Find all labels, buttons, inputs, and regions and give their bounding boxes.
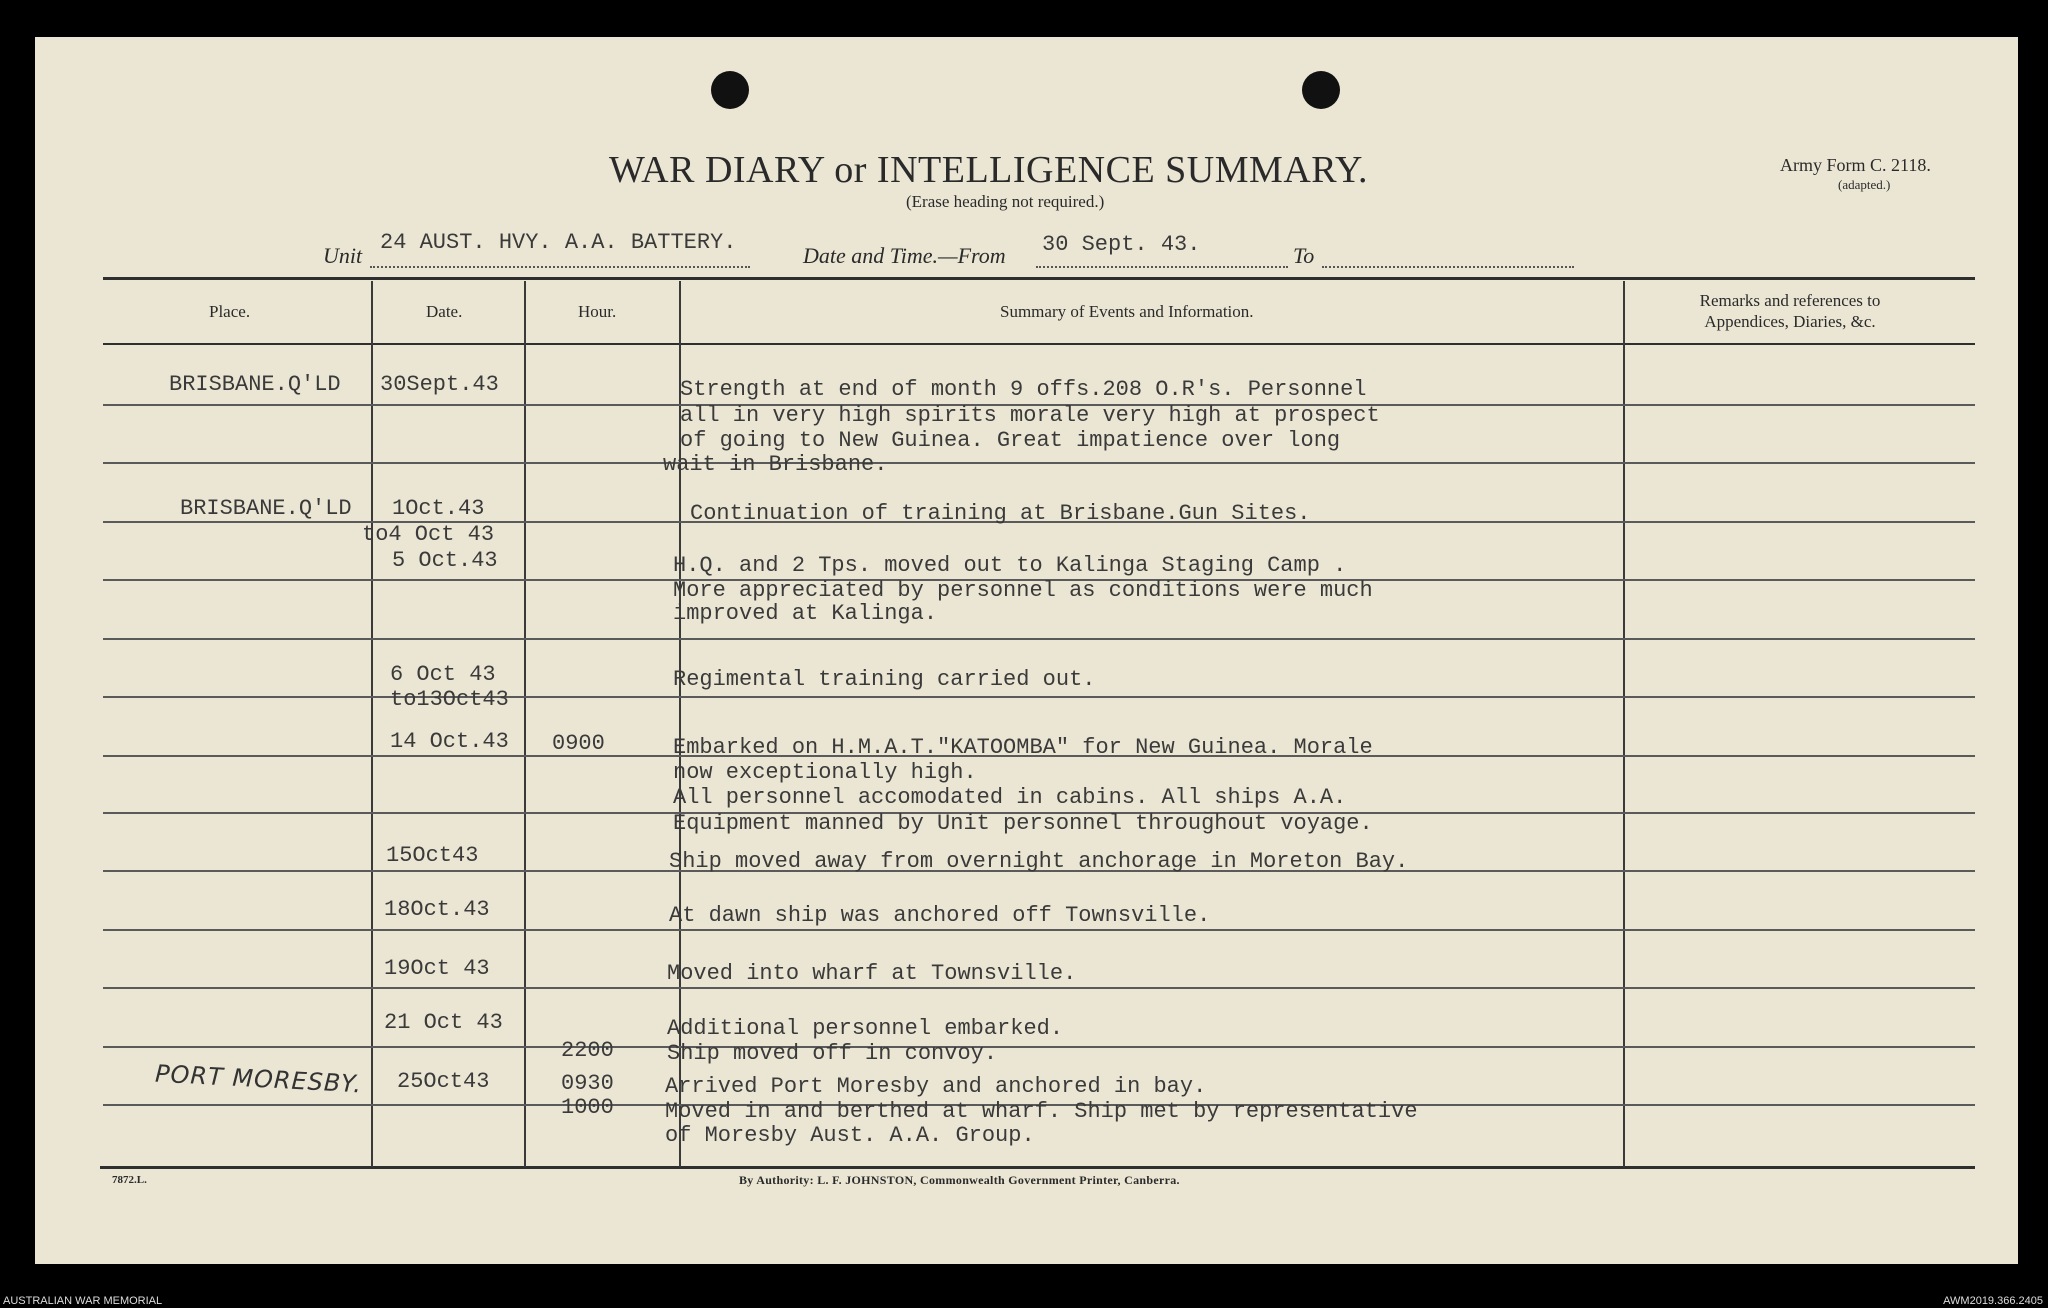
remarks-header-line-1: Remarks and references to xyxy=(1699,291,1881,310)
column-header-hour: Hour. xyxy=(578,302,617,321)
entry-summary-line: Moved into wharf at Townsville. xyxy=(667,961,1077,986)
column-divider-summary xyxy=(1623,281,1625,1167)
entry-date: 30Sept.43 xyxy=(380,372,499,397)
adapted-label: (adapted.) xyxy=(1838,177,1891,192)
form-number: 7872.L. xyxy=(112,1174,147,1186)
page-title: WAR DIARY or INTELLIGENCE SUMMARY. xyxy=(609,149,1369,191)
entry-place: BRISBANE.Q'LD xyxy=(169,372,341,397)
entry-hour: 1000 xyxy=(561,1095,614,1120)
entry-date: 18Oct.43 xyxy=(384,897,490,922)
archive-credit-right: AWM2019.366.2405 xyxy=(1943,1295,2043,1307)
entry-date-end: to13Oct43 xyxy=(390,687,509,712)
column-header-remarks xyxy=(1660,290,1920,332)
entry-summary-line: Equipment manned by Unit personnel throughout voyage. xyxy=(673,811,1373,836)
entry-summary-line: Regimental training carried out. xyxy=(673,667,1096,692)
from-dotted-line xyxy=(1036,266,1288,268)
entry-summary-line: of Moresby Aust. A.A. Group. xyxy=(665,1123,1035,1148)
entry-summary-line: At dawn ship was anchored off Townsville. xyxy=(669,903,1211,928)
ruled-line xyxy=(103,987,1975,989)
entry-summary-line: wait in Brisbane. xyxy=(663,452,888,477)
archive-credit-strip xyxy=(0,1292,2048,1308)
entry-hour: 2200 xyxy=(561,1038,614,1063)
entry-summary-line: Continuation of training at Brisbane.Gun Sites. xyxy=(690,501,1311,526)
ruled-line xyxy=(103,1046,1975,1048)
column-header-place: Place. xyxy=(209,302,251,321)
ruled-line xyxy=(103,929,1975,931)
table-top-border xyxy=(103,277,1975,280)
to-dotted-line xyxy=(1322,266,1574,268)
to-label: To xyxy=(1293,243,1315,268)
entry-hour: 0900 xyxy=(552,731,605,756)
archive-credit-left: AUSTRALIAN WAR MEMORIAL xyxy=(3,1295,163,1307)
unit-label: Unit xyxy=(323,243,363,268)
date-time-label: Date and Time.—From xyxy=(803,243,1006,268)
column-divider-place xyxy=(371,281,373,1167)
entry-hour: 0930 xyxy=(561,1071,614,1096)
punch-hole-right xyxy=(1302,71,1340,109)
entry-summary-line: Ship moved off in convoy. xyxy=(667,1041,998,1066)
entry-date: 6 Oct 43 xyxy=(390,662,496,687)
entry-date: 1Oct.43 xyxy=(392,496,485,521)
entry-place: BRISBANE.Q'LD xyxy=(180,496,352,521)
entry-summary-line: Embarked on H.M.A.T."KATOOMBA" for New Guinea. Morale xyxy=(673,735,1373,760)
entry-summary-line: improved at Kalinga. xyxy=(673,601,938,626)
entry-summary-line: More appreciated by personnel as conditions were much xyxy=(673,578,1373,603)
army-form-label: Army Form C. 2118. xyxy=(1780,155,1931,175)
entry-summary-line: now exceptionally high. xyxy=(673,760,977,785)
unit-value: 24 AUST. HVY. A.A. BATTERY. xyxy=(380,230,737,255)
from-value: 30 Sept. 43. xyxy=(1042,232,1201,257)
entry-date: 21 Oct 43 xyxy=(384,1010,503,1035)
remarks-header-line-2: Appendices, Diaries, &c. xyxy=(1704,312,1876,331)
entry-date: 15Oct43 xyxy=(386,843,479,868)
entry-date: 19Oct 43 xyxy=(384,956,490,981)
entry-summary-line: Moved in and berthed at wharf. Ship met by representative xyxy=(665,1099,1418,1124)
entry-date: 14 Oct.43 xyxy=(390,729,509,754)
ruled-line xyxy=(103,696,1975,698)
column-header-summary: Summary of Events and Information. xyxy=(1000,302,1254,321)
entry-summary-line: Arrived Port Moresby and anchored in bay. xyxy=(665,1074,1207,1099)
column-header-date: Date. xyxy=(426,302,463,321)
table-bottom-border xyxy=(100,1166,1975,1169)
punch-hole-left xyxy=(711,71,749,109)
header-bottom-border xyxy=(103,343,1975,345)
erase-note: (Erase heading not required.) xyxy=(906,192,1105,211)
entry-date-end: to4 Oct 43 xyxy=(362,522,495,547)
entry-place-handwritten: PORT MORESBY. xyxy=(154,1059,363,1099)
entry-summary-line: of going to New Guinea. Great impatience over long xyxy=(680,428,1341,453)
entry-summary-line: all in very high spirits morale very high at prospect xyxy=(680,403,1380,428)
unit-dotted-line xyxy=(370,266,750,268)
entry-summary-line: Ship moved away from overnight anchorage in Moreton Bay. xyxy=(669,849,1409,874)
printer-authority: By Authority: L. F. JOHNSTON, Commonwealth Government Printer, Canberra. xyxy=(739,1173,1180,1187)
ruled-line xyxy=(103,638,1975,640)
ruled-line xyxy=(103,462,1975,464)
column-divider-date xyxy=(524,281,526,1167)
entry-date: 25Oct43 xyxy=(397,1069,490,1094)
entry-summary-line: Additional personnel embarked. xyxy=(667,1016,1064,1041)
entry-summary-line: Strength at end of month 9 offs.208 O.R's. Personnel xyxy=(680,377,1367,402)
entry-date: 5 Oct.43 xyxy=(392,548,498,573)
entry-summary-line: All personnel accomodated in cabins. All ships A.A. xyxy=(673,785,1347,810)
entry-summary-line: H.Q. and 2 Tps. moved out to Kalinga Staging Camp . xyxy=(673,553,1347,578)
